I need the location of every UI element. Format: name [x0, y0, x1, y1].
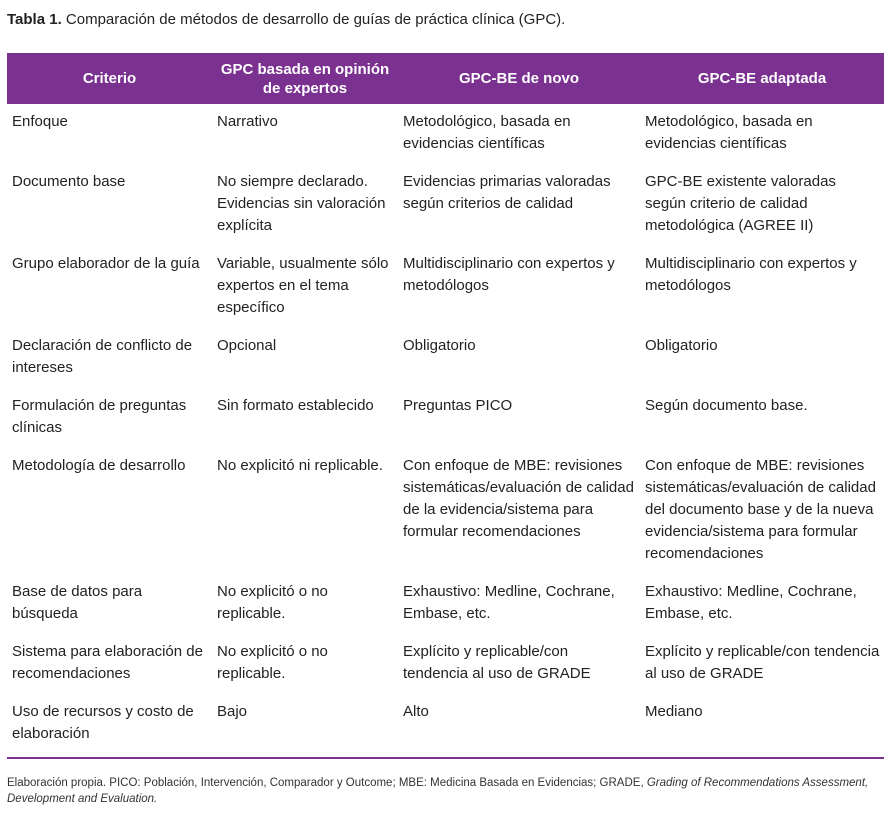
table-row	[7, 328, 884, 388]
cell-criterio: Documento base	[12, 173, 126, 190]
cell-opinion-expertos: Narrativo	[217, 113, 278, 130]
table-title: Comparación de métodos de desarrollo de guías de práctica clínica (GPC).	[65, 11, 566, 28]
cell-criterio: Sistema para elaboración de recomendaciones	[12, 643, 203, 682]
cell-adaptada: GPC-BE existente valoradas según criterio de calidad metodológica (AGREE II)	[645, 173, 836, 234]
header-row	[7, 53, 884, 104]
cell-de-novo: Exhaustivo: Medline, Cochrane, Embase, etc.	[403, 583, 615, 622]
cell-opinion-expertos: No explicitó o no replicable.	[217, 583, 328, 622]
cell-criterio: Declaración de conflicto de intereses	[12, 337, 193, 376]
cell-adaptada: Explícito y replicable/con tendencia al uso de GRADE	[645, 643, 880, 682]
comparison-table	[7, 53, 884, 759]
cell-criterio: Metodología de desarrollo	[12, 457, 186, 474]
cell-de-novo: Con enfoque de MBE: revisiones sistemáticas/evaluación de calidad de la evidencia/sistema para formular recomendaciones	[403, 457, 634, 540]
cell-opinion-expertos: No explicitó ni replicable.	[217, 457, 383, 474]
table-row	[7, 388, 884, 448]
header-gpc-be-de-novo: GPC-BE de novo	[398, 53, 640, 104]
table-body	[7, 104, 884, 758]
cell-de-novo: Obligatorio	[403, 337, 476, 354]
header-criterio: Criterio	[7, 53, 212, 104]
cell-criterio: Base de datos para búsqueda	[12, 583, 143, 622]
table-row	[7, 104, 884, 164]
cell-adaptada: Metodológico, basada en evidencias científicas	[645, 113, 813, 152]
table-row	[7, 694, 884, 758]
table-number: Tabla 1.	[7, 11, 62, 28]
cell-criterio: Formulación de preguntas clínicas	[12, 397, 187, 436]
cell-opinion-expertos: No explicitó o no replicable.	[217, 643, 328, 682]
table-row	[7, 574, 884, 634]
cell-adaptada: Según documento base.	[645, 397, 808, 414]
table-row	[7, 448, 884, 574]
table-footnote	[7, 775, 887, 807]
cell-de-novo: Evidencias primarias valoradas según criterios de calidad	[403, 173, 611, 212]
cell-opinion-expertos: No siempre declarado. Evidencias sin valoración explícita	[217, 173, 386, 234]
cell-de-novo: Multidisciplinario con expertos y metodólogos	[403, 255, 615, 294]
footnote-grade-definition: Grading of Recommendations Assessment, Development and Evaluation.	[7, 777, 869, 805]
cell-adaptada: Exhaustivo: Medline, Cochrane, Embase, etc.	[645, 583, 857, 622]
header-gpc-opinion-expertos: GPC basada en opinión de expertos	[212, 53, 398, 104]
cell-criterio: Uso de recursos y costo de elaboración	[7, 694, 212, 758]
cell-opinion-expertos: Bajo	[212, 694, 398, 758]
cell-adaptada: Obligatorio	[645, 337, 718, 354]
cell-criterio: Grupo elaborador de la guía	[12, 255, 200, 272]
cell-de-novo: Metodológico, basada en evidencias científicas	[403, 113, 571, 152]
cell-criterio: Enfoque	[12, 113, 68, 130]
table-header	[7, 53, 884, 104]
table-caption	[7, 10, 565, 30]
cell-opinion-expertos: Variable, usualmente sólo expertos en el tema específico	[217, 255, 389, 316]
header-gpc-be-adaptada: GPC-BE adaptada	[640, 53, 884, 104]
cell-adaptada: Mediano	[640, 694, 884, 758]
cell-adaptada: Con enfoque de MBE: revisiones sistemáticas/evaluación de calidad del documento base y de la nueva evidencia/sistema para formular recomendaciones	[645, 457, 876, 562]
cell-de-novo: Explícito y replicable/con tendencia al uso de GRADE	[403, 643, 591, 682]
footnote-text: Elaboración propia. PICO: Población, Intervención, Comparador y Outcome; MBE: Medicina Basada en Evidencias; GRADE,	[7, 777, 647, 789]
cell-de-novo: Preguntas PICO	[403, 397, 513, 414]
cell-adaptada: Multidisciplinario con expertos y metodólogos	[645, 255, 857, 294]
cell-de-novo: Alto	[398, 694, 640, 758]
table-row	[7, 246, 884, 328]
table-row	[7, 164, 884, 246]
cell-opinion-expertos: Sin formato establecido	[217, 397, 374, 414]
table-row	[7, 634, 884, 694]
cell-opinion-expertos: Opcional	[217, 337, 277, 354]
